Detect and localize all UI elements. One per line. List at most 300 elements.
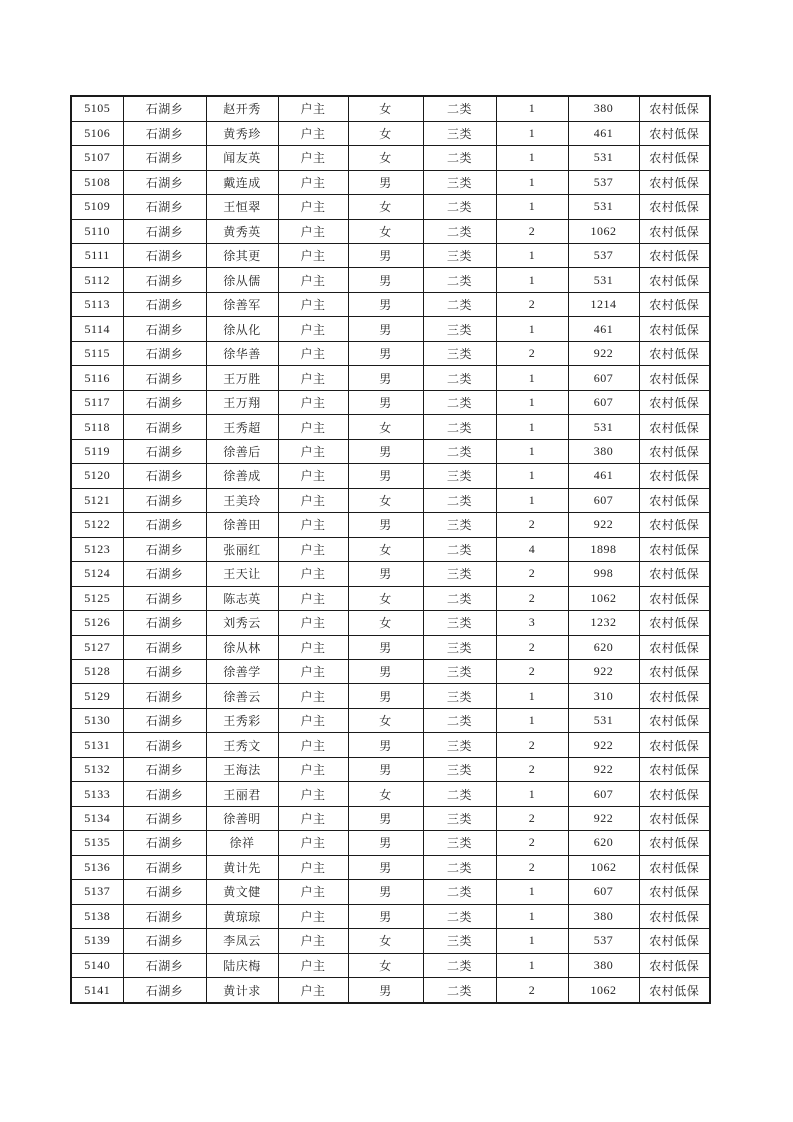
cell-household-size: 2 (496, 978, 568, 1003)
cell-category: 三类 (423, 684, 496, 708)
cell-household-size: 2 (496, 757, 568, 781)
cell-gender: 男 (348, 978, 423, 1003)
cell-serial-number: 5135 (71, 831, 123, 855)
cell-subsidy-type: 农村低保 (639, 757, 710, 781)
cell-gender: 男 (348, 659, 423, 683)
table-row (71, 244, 710, 268)
cell-name: 刘秀云 (206, 611, 278, 635)
cell-gender: 男 (348, 733, 423, 757)
cell-category: 三类 (423, 659, 496, 683)
cell-name: 徐善明 (206, 806, 278, 830)
cell-gender: 女 (348, 219, 423, 243)
cell-name: 黄琼琼 (206, 904, 278, 928)
cell-gender: 女 (348, 96, 423, 121)
cell-category: 二类 (423, 978, 496, 1003)
cell-gender: 男 (348, 317, 423, 341)
cell-relation: 户主 (278, 708, 348, 732)
cell-subsidy-type: 农村低保 (639, 390, 710, 414)
cell-gender: 女 (348, 537, 423, 561)
cell-category: 三类 (423, 244, 496, 268)
cell-serial-number: 5114 (71, 317, 123, 341)
table-row (71, 96, 710, 121)
cell-name: 李凤云 (206, 929, 278, 953)
cell-category: 二类 (423, 586, 496, 610)
cell-household-size: 2 (496, 341, 568, 365)
cell-gender: 男 (348, 244, 423, 268)
table-row (71, 562, 710, 586)
cell-relation: 户主 (278, 782, 348, 806)
cell-serial-number: 5127 (71, 635, 123, 659)
cell-township: 石湖乡 (123, 611, 206, 635)
table-row (71, 170, 710, 194)
cell-household-size: 1 (496, 684, 568, 708)
cell-category: 三类 (423, 341, 496, 365)
cell-subsidy-type: 农村低保 (639, 121, 710, 145)
cell-household-size: 2 (496, 733, 568, 757)
cell-township: 石湖乡 (123, 170, 206, 194)
cell-household-size: 1 (496, 415, 568, 439)
cell-relation: 户主 (278, 439, 348, 463)
cell-name: 徐祥 (206, 831, 278, 855)
cell-name: 徐从林 (206, 635, 278, 659)
cell-relation: 户主 (278, 415, 348, 439)
table-row (71, 659, 710, 683)
cell-category: 二类 (423, 195, 496, 219)
table-row (71, 684, 710, 708)
cell-serial-number: 5119 (71, 439, 123, 463)
table-row (71, 978, 710, 1003)
cell-relation: 户主 (278, 953, 348, 977)
cell-household-size: 3 (496, 611, 568, 635)
cell-gender: 男 (348, 831, 423, 855)
cell-household-size: 1 (496, 904, 568, 928)
cell-serial-number: 5138 (71, 904, 123, 928)
cell-subsidy-type: 农村低保 (639, 586, 710, 610)
table-row (71, 415, 710, 439)
cell-relation: 户主 (278, 635, 348, 659)
cell-subsidy-type: 农村低保 (639, 855, 710, 879)
cell-township: 石湖乡 (123, 195, 206, 219)
cell-household-size: 1 (496, 268, 568, 292)
cell-serial-number: 5126 (71, 611, 123, 635)
cell-name: 黄秀珍 (206, 121, 278, 145)
cell-name: 徐其更 (206, 244, 278, 268)
cell-household-size: 1 (496, 929, 568, 953)
cell-township: 石湖乡 (123, 562, 206, 586)
cell-township: 石湖乡 (123, 880, 206, 904)
cell-relation: 户主 (278, 390, 348, 414)
cell-category: 三类 (423, 929, 496, 953)
cell-household-size: 1 (496, 146, 568, 170)
cell-amount: 922 (568, 513, 639, 537)
cell-serial-number: 5137 (71, 880, 123, 904)
cell-subsidy-type: 农村低保 (639, 611, 710, 635)
table-row (71, 757, 710, 781)
cell-township: 石湖乡 (123, 708, 206, 732)
cell-name: 王秀文 (206, 733, 278, 757)
cell-township: 石湖乡 (123, 292, 206, 316)
cell-category: 三类 (423, 757, 496, 781)
cell-category: 三类 (423, 831, 496, 855)
cell-name: 王万翔 (206, 390, 278, 414)
cell-relation: 户主 (278, 121, 348, 145)
cell-household-size: 1 (496, 96, 568, 121)
cell-household-size: 2 (496, 855, 568, 879)
cell-township: 石湖乡 (123, 219, 206, 243)
cell-gender: 女 (348, 586, 423, 610)
cell-gender: 男 (348, 268, 423, 292)
cell-subsidy-type: 农村低保 (639, 244, 710, 268)
cell-category: 三类 (423, 121, 496, 145)
cell-subsidy-type: 农村低保 (639, 96, 710, 121)
cell-relation: 户主 (278, 806, 348, 830)
cell-amount: 380 (568, 439, 639, 463)
cell-subsidy-type: 农村低保 (639, 733, 710, 757)
cell-subsidy-type: 农村低保 (639, 219, 710, 243)
cell-category: 二类 (423, 488, 496, 512)
table-row (71, 880, 710, 904)
cell-amount: 922 (568, 757, 639, 781)
cell-name: 王天让 (206, 562, 278, 586)
cell-serial-number: 5120 (71, 464, 123, 488)
cell-name: 闻友英 (206, 146, 278, 170)
cell-category: 二类 (423, 708, 496, 732)
cell-township: 石湖乡 (123, 244, 206, 268)
cell-amount: 380 (568, 96, 639, 121)
cell-household-size: 2 (496, 635, 568, 659)
cell-amount: 380 (568, 904, 639, 928)
cell-serial-number: 5111 (71, 244, 123, 268)
cell-serial-number: 5123 (71, 537, 123, 561)
table-row (71, 586, 710, 610)
cell-amount: 380 (568, 953, 639, 977)
table-row (71, 782, 710, 806)
cell-gender: 女 (348, 929, 423, 953)
cell-relation: 户主 (278, 317, 348, 341)
cell-name: 徐善云 (206, 684, 278, 708)
cell-serial-number: 5141 (71, 978, 123, 1003)
cell-subsidy-type: 农村低保 (639, 488, 710, 512)
cell-amount: 1062 (568, 219, 639, 243)
cell-relation: 户主 (278, 880, 348, 904)
cell-gender: 男 (348, 635, 423, 659)
cell-serial-number: 5109 (71, 195, 123, 219)
cell-amount: 531 (568, 415, 639, 439)
cell-amount: 531 (568, 708, 639, 732)
cell-name: 陆庆梅 (206, 953, 278, 977)
cell-township: 石湖乡 (123, 537, 206, 561)
cell-gender: 男 (348, 366, 423, 390)
cell-relation: 户主 (278, 195, 348, 219)
cell-household-size: 1 (496, 488, 568, 512)
cell-gender: 女 (348, 121, 423, 145)
cell-subsidy-type: 农村低保 (639, 415, 710, 439)
cell-household-size: 2 (496, 219, 568, 243)
cell-serial-number: 5113 (71, 292, 123, 316)
cell-relation: 户主 (278, 562, 348, 586)
cell-subsidy-type: 农村低保 (639, 635, 710, 659)
table-row (71, 121, 710, 145)
cell-gender: 男 (348, 439, 423, 463)
cell-category: 二类 (423, 904, 496, 928)
cell-amount: 607 (568, 488, 639, 512)
cell-subsidy-type: 农村低保 (639, 806, 710, 830)
cell-amount: 1214 (568, 292, 639, 316)
cell-amount: 537 (568, 244, 639, 268)
cell-category: 二类 (423, 268, 496, 292)
cell-serial-number: 5108 (71, 170, 123, 194)
cell-serial-number: 5122 (71, 513, 123, 537)
table-row (71, 439, 710, 463)
cell-serial-number: 5136 (71, 855, 123, 879)
cell-relation: 户主 (278, 586, 348, 610)
cell-category: 三类 (423, 513, 496, 537)
cell-township: 石湖乡 (123, 659, 206, 683)
cell-name: 徐从化 (206, 317, 278, 341)
cell-relation: 户主 (278, 757, 348, 781)
cell-name: 张丽红 (206, 537, 278, 561)
cell-subsidy-type: 农村低保 (639, 146, 710, 170)
cell-relation: 户主 (278, 611, 348, 635)
cell-amount: 1062 (568, 978, 639, 1003)
cell-subsidy-type: 农村低保 (639, 439, 710, 463)
cell-subsidy-type: 农村低保 (639, 513, 710, 537)
cell-serial-number: 5130 (71, 708, 123, 732)
cell-serial-number: 5110 (71, 219, 123, 243)
cell-name: 王秀彩 (206, 708, 278, 732)
table-row (71, 390, 710, 414)
cell-relation: 户主 (278, 904, 348, 928)
cell-amount: 461 (568, 464, 639, 488)
table-row (71, 219, 710, 243)
cell-gender: 男 (348, 806, 423, 830)
cell-relation: 户主 (278, 268, 348, 292)
cell-amount: 620 (568, 831, 639, 855)
cell-gender: 男 (348, 904, 423, 928)
cell-amount: 461 (568, 121, 639, 145)
cell-category: 三类 (423, 562, 496, 586)
cell-name: 徐善军 (206, 292, 278, 316)
cell-township: 石湖乡 (123, 806, 206, 830)
cell-category: 二类 (423, 390, 496, 414)
cell-gender: 女 (348, 708, 423, 732)
cell-serial-number: 5139 (71, 929, 123, 953)
cell-gender: 男 (348, 390, 423, 414)
cell-household-size: 2 (496, 292, 568, 316)
cell-household-size: 1 (496, 244, 568, 268)
cell-township: 石湖乡 (123, 146, 206, 170)
cell-category: 三类 (423, 635, 496, 659)
cell-gender: 男 (348, 292, 423, 316)
cell-serial-number: 5124 (71, 562, 123, 586)
cell-amount: 310 (568, 684, 639, 708)
cell-household-size: 1 (496, 439, 568, 463)
cell-subsidy-type: 农村低保 (639, 464, 710, 488)
cell-relation: 户主 (278, 733, 348, 757)
table-row (71, 195, 710, 219)
cell-serial-number: 5106 (71, 121, 123, 145)
cell-household-size: 1 (496, 782, 568, 806)
cell-category: 二类 (423, 439, 496, 463)
cell-subsidy-type: 农村低保 (639, 708, 710, 732)
cell-serial-number: 5131 (71, 733, 123, 757)
cell-relation: 户主 (278, 488, 348, 512)
cell-serial-number: 5140 (71, 953, 123, 977)
welfare-roster-table (70, 95, 711, 1004)
cell-name: 黄秀英 (206, 219, 278, 243)
cell-relation: 户主 (278, 292, 348, 316)
cell-relation: 户主 (278, 341, 348, 365)
cell-name: 陈志英 (206, 586, 278, 610)
cell-relation: 户主 (278, 464, 348, 488)
cell-relation: 户主 (278, 929, 348, 953)
cell-category: 二类 (423, 537, 496, 561)
cell-household-size: 1 (496, 953, 568, 977)
table-row (71, 635, 710, 659)
cell-category: 二类 (423, 880, 496, 904)
cell-relation: 户主 (278, 978, 348, 1003)
cell-subsidy-type: 农村低保 (639, 782, 710, 806)
cell-household-size: 1 (496, 317, 568, 341)
table-row (71, 317, 710, 341)
table-row (71, 268, 710, 292)
cell-subsidy-type: 农村低保 (639, 537, 710, 561)
cell-relation: 户主 (278, 684, 348, 708)
cell-household-size: 2 (496, 562, 568, 586)
table-row (71, 488, 710, 512)
cell-township: 石湖乡 (123, 415, 206, 439)
cell-category: 三类 (423, 464, 496, 488)
cell-name: 王海法 (206, 757, 278, 781)
cell-name: 徐从儒 (206, 268, 278, 292)
cell-category: 二类 (423, 953, 496, 977)
cell-household-size: 2 (496, 831, 568, 855)
cell-subsidy-type: 农村低保 (639, 684, 710, 708)
cell-township: 石湖乡 (123, 366, 206, 390)
cell-subsidy-type: 农村低保 (639, 978, 710, 1003)
cell-category: 三类 (423, 806, 496, 830)
cell-household-size: 1 (496, 708, 568, 732)
cell-name: 王秀超 (206, 415, 278, 439)
cell-gender: 男 (348, 170, 423, 194)
cell-subsidy-type: 农村低保 (639, 562, 710, 586)
cell-relation: 户主 (278, 659, 348, 683)
cell-amount: 1062 (568, 855, 639, 879)
cell-name: 戴连成 (206, 170, 278, 194)
cell-gender: 男 (348, 684, 423, 708)
cell-gender: 男 (348, 880, 423, 904)
cell-category: 二类 (423, 146, 496, 170)
cell-household-size: 2 (496, 513, 568, 537)
cell-amount: 531 (568, 146, 639, 170)
cell-subsidy-type: 农村低保 (639, 880, 710, 904)
cell-name: 徐善后 (206, 439, 278, 463)
cell-township: 石湖乡 (123, 855, 206, 879)
cell-township: 石湖乡 (123, 464, 206, 488)
cell-category: 三类 (423, 611, 496, 635)
cell-township: 石湖乡 (123, 635, 206, 659)
cell-township: 石湖乡 (123, 586, 206, 610)
table-row (71, 708, 710, 732)
cell-amount: 537 (568, 929, 639, 953)
table-row (71, 953, 710, 977)
cell-household-size: 1 (496, 390, 568, 414)
cell-amount: 607 (568, 782, 639, 806)
cell-amount: 922 (568, 659, 639, 683)
cell-relation: 户主 (278, 831, 348, 855)
cell-household-size: 2 (496, 586, 568, 610)
cell-category: 二类 (423, 219, 496, 243)
cell-household-size: 1 (496, 366, 568, 390)
cell-gender: 女 (348, 953, 423, 977)
cell-subsidy-type: 农村低保 (639, 953, 710, 977)
cell-household-size: 1 (496, 464, 568, 488)
cell-township: 石湖乡 (123, 831, 206, 855)
cell-serial-number: 5107 (71, 146, 123, 170)
cell-amount: 607 (568, 880, 639, 904)
cell-gender: 女 (348, 415, 423, 439)
cell-serial-number: 5121 (71, 488, 123, 512)
table-body (71, 96, 710, 1003)
cell-amount: 531 (568, 195, 639, 219)
cell-township: 石湖乡 (123, 757, 206, 781)
cell-amount: 1232 (568, 611, 639, 635)
cell-name: 王万胜 (206, 366, 278, 390)
cell-amount: 922 (568, 341, 639, 365)
cell-township: 石湖乡 (123, 978, 206, 1003)
cell-subsidy-type: 农村低保 (639, 170, 710, 194)
cell-gender: 女 (348, 146, 423, 170)
cell-relation: 户主 (278, 366, 348, 390)
cell-category: 二类 (423, 855, 496, 879)
cell-township: 石湖乡 (123, 439, 206, 463)
cell-subsidy-type: 农村低保 (639, 292, 710, 316)
cell-gender: 男 (348, 464, 423, 488)
cell-household-size: 2 (496, 806, 568, 830)
cell-name: 王美玲 (206, 488, 278, 512)
table-row (71, 806, 710, 830)
cell-relation: 户主 (278, 513, 348, 537)
cell-category: 三类 (423, 317, 496, 341)
cell-township: 石湖乡 (123, 390, 206, 414)
cell-township: 石湖乡 (123, 488, 206, 512)
cell-relation: 户主 (278, 146, 348, 170)
cell-amount: 998 (568, 562, 639, 586)
table-row (71, 904, 710, 928)
cell-gender: 女 (348, 782, 423, 806)
table-row (71, 513, 710, 537)
cell-township: 石湖乡 (123, 929, 206, 953)
cell-subsidy-type: 农村低保 (639, 659, 710, 683)
cell-relation: 户主 (278, 855, 348, 879)
cell-category: 二类 (423, 292, 496, 316)
cell-township: 石湖乡 (123, 268, 206, 292)
cell-name: 黄计求 (206, 978, 278, 1003)
cell-township: 石湖乡 (123, 317, 206, 341)
table-row (71, 292, 710, 316)
cell-serial-number: 5115 (71, 341, 123, 365)
cell-serial-number: 5125 (71, 586, 123, 610)
cell-relation: 户主 (278, 219, 348, 243)
cell-gender: 男 (348, 562, 423, 586)
cell-subsidy-type: 农村低保 (639, 195, 710, 219)
cell-gender: 男 (348, 855, 423, 879)
cell-township: 石湖乡 (123, 953, 206, 977)
cell-subsidy-type: 农村低保 (639, 366, 710, 390)
cell-name: 徐善学 (206, 659, 278, 683)
cell-serial-number: 5112 (71, 268, 123, 292)
table-row (71, 341, 710, 365)
